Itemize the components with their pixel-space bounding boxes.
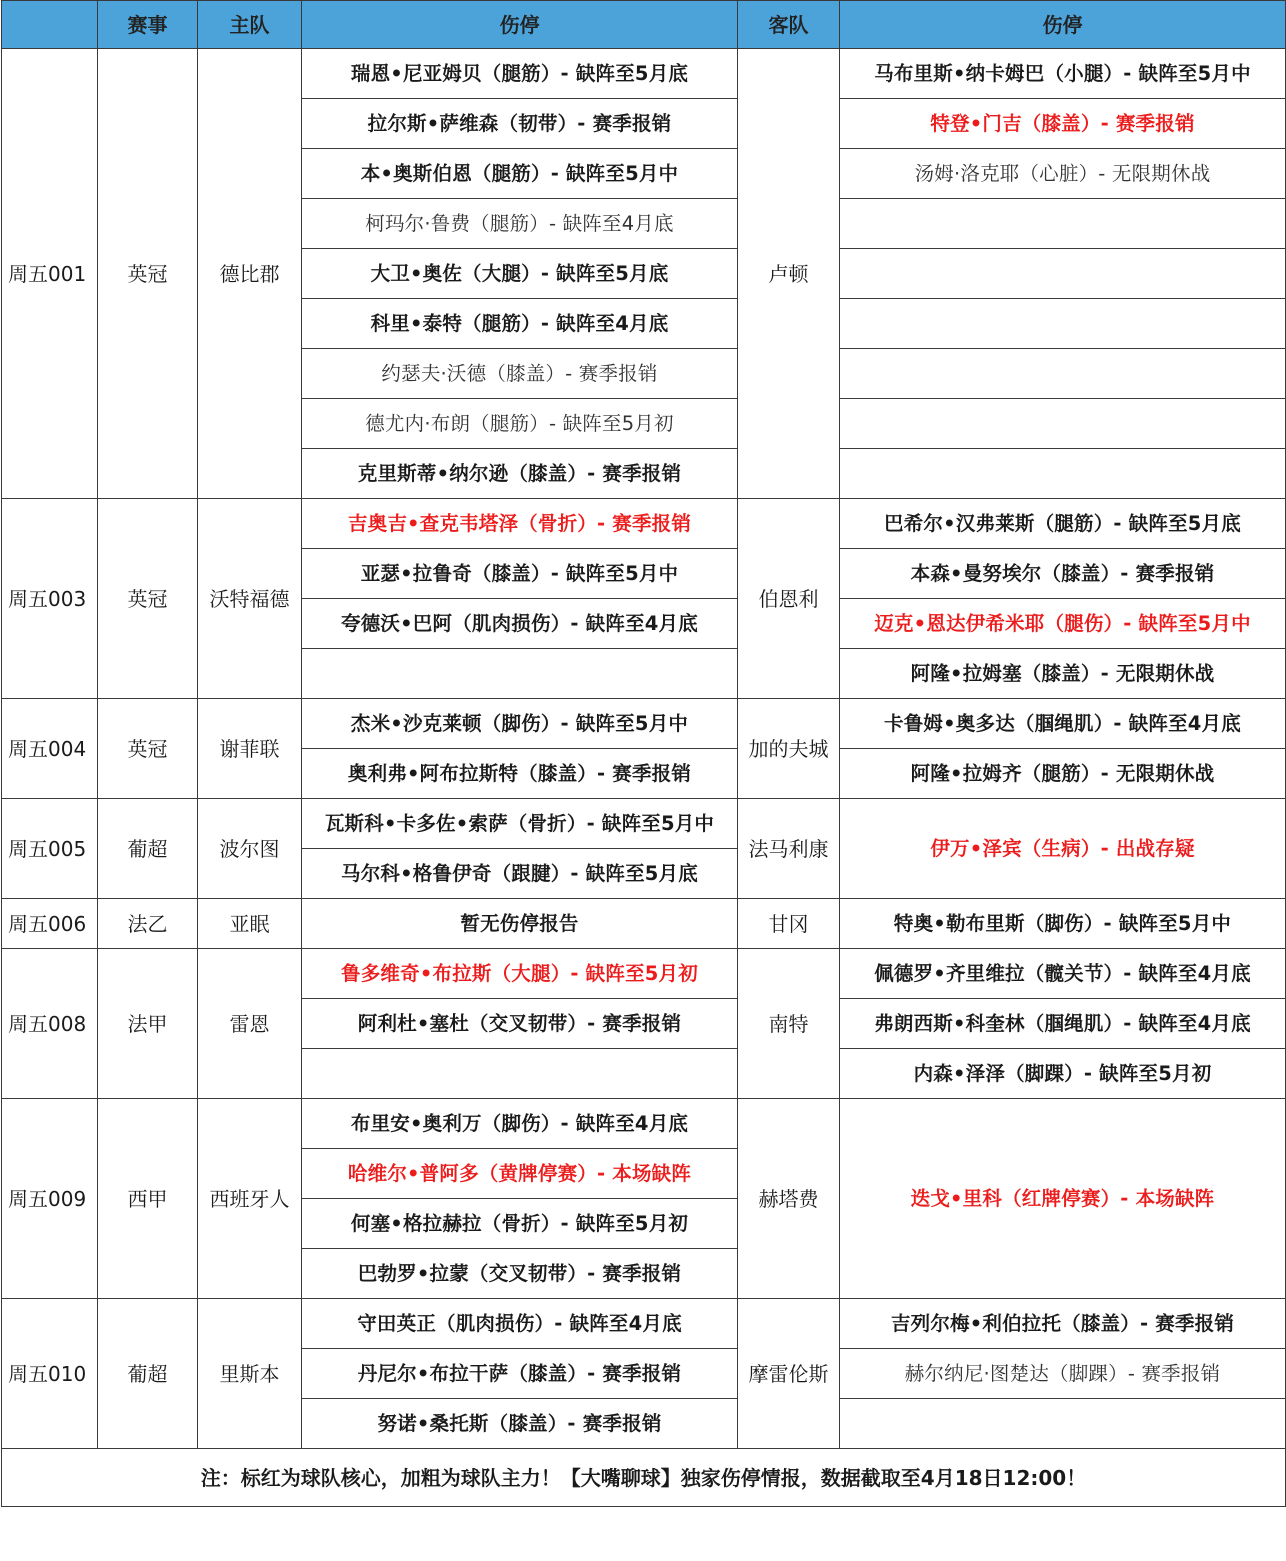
table-row — [2, 699, 1286, 749]
match-id-cell: 周五001 — [2, 49, 98, 499]
home-injury-cell: 努诺•桑托斯（膝盖）- 赛季报销 — [302, 1399, 738, 1449]
table-body — [2, 49, 1286, 1449]
league-cell: 英冠 — [98, 49, 198, 499]
away-injury-cell — [840, 449, 1286, 499]
match-id-cell: 周五009 — [2, 1099, 98, 1299]
away-injury-cell: 迈克•恩达伊希米耶（腿伤）- 缺阵至5月中 — [840, 599, 1286, 649]
away-injury-cell: 特登•门吉（膝盖）- 赛季报销 — [840, 99, 1286, 149]
away-injury-cell — [840, 299, 1286, 349]
footer-note: 注：标红为球队核心，加粗为球队主力！【大嘴聊球】独家伤停情报，数据截取至4月18日12:00！ — [2, 1449, 1286, 1507]
home-injury-cell: 约瑟夫·沃德（膝盖）- 赛季报销 — [302, 349, 738, 399]
home-injury-cell — [302, 1049, 738, 1099]
away-injury-cell: 弗朗西斯•科奎林（腘绳肌）- 缺阵至4月底 — [840, 999, 1286, 1049]
league-cell: 英冠 — [98, 499, 198, 699]
away-injury-cell: 特奥•勒布里斯（脚伤）- 缺阵至5月中 — [840, 899, 1286, 949]
match-id-cell: 周五003 — [2, 499, 98, 699]
home-injury-cell: 巴勃罗•拉蒙（交叉韧带）- 赛季报销 — [302, 1249, 738, 1299]
home-injury-cell: 亚瑟•拉鲁奇（膝盖）- 缺阵至5月中 — [302, 549, 738, 599]
league-cell: 法乙 — [98, 899, 198, 949]
away-team-cell: 甘冈 — [738, 899, 840, 949]
away-team-cell: 摩雷伦斯 — [738, 1299, 840, 1449]
home-injury-cell: 瓦斯科•卡多佐•索萨（骨折）- 缺阵至5月中 — [302, 799, 738, 849]
home-injury-cell: 布里安•奥利万（脚伤）- 缺阵至4月底 — [302, 1099, 738, 1149]
away-injury-cell: 阿隆•拉姆齐（腿筋）- 无限期休战 — [840, 749, 1286, 799]
away-injury-cell — [840, 199, 1286, 249]
table-row — [2, 949, 1286, 999]
away-injury-cell: 卡鲁姆•奥多达（腘绳肌）- 缺阵至4月底 — [840, 699, 1286, 749]
match-id-cell: 周五005 — [2, 799, 98, 899]
home-team-cell: 西班牙人 — [198, 1099, 302, 1299]
away-injury-cell: 马布里斯•纳卡姆巴（小腿）- 缺阵至5月中 — [840, 49, 1286, 99]
away-team-cell: 赫塔费 — [738, 1099, 840, 1299]
away-team-cell: 加的夫城 — [738, 699, 840, 799]
home-injury-cell: 马尔科•格鲁伊奇（跟腱）- 缺阵至5月底 — [302, 849, 738, 899]
header-row — [2, 1, 1286, 49]
league-cell: 葡超 — [98, 1299, 198, 1449]
home-injury-cell: 瑞恩•尼亚姆贝（腿筋）- 缺阵至5月底 — [302, 49, 738, 99]
away-injury-cell: 佩德罗•齐里维拉（髋关节）- 缺阵至4月底 — [840, 949, 1286, 999]
away-injury-cell — [840, 1399, 1286, 1449]
home-injury-cell: 吉奥吉•查克韦塔泽（骨折）- 赛季报销 — [302, 499, 738, 549]
home-injury-cell: 鲁多维奇•布拉斯（大腿）- 缺阵至5月初 — [302, 949, 738, 999]
table-row — [2, 1299, 1286, 1349]
league-cell: 西甲 — [98, 1099, 198, 1299]
away-injury-cell: 内森•泽泽（脚踝）- 缺阵至5月初 — [840, 1049, 1286, 1099]
away-injury-cell: 巴希尔•汉弗莱斯（腿筋）- 缺阵至5月底 — [840, 499, 1286, 549]
home-injury-cell: 何塞•格拉赫拉（骨折）- 缺阵至5月初 — [302, 1199, 738, 1249]
home-injury-cell: 本•奥斯伯恩（腿筋）- 缺阵至5月中 — [302, 149, 738, 199]
match-id-cell: 周五008 — [2, 949, 98, 1099]
home-team-cell: 雷恩 — [198, 949, 302, 1099]
away-injury-cell: 阿隆•拉姆塞（膝盖）- 无限期休战 — [840, 649, 1286, 699]
header-league: 赛事 — [98, 1, 198, 49]
home-team-cell: 波尔图 — [198, 799, 302, 899]
away-injury-cell: 赫尔纳尼·图楚达（脚踝）- 赛季报销 — [840, 1349, 1286, 1399]
header-home-injuries: 伤停 — [302, 1, 738, 49]
home-injury-cell: 奥利弗•阿布拉斯特（膝盖）- 赛季报销 — [302, 749, 738, 799]
header-away-injuries: 伤停 — [840, 1, 1286, 49]
away-team-cell: 法马利康 — [738, 799, 840, 899]
home-injury-cell: 夸德沃•巴阿（肌肉损伤）- 缺阵至4月底 — [302, 599, 738, 649]
header-match-id — [2, 1, 98, 49]
home-injury-cell: 哈维尔•普阿多（黄牌停赛）- 本场缺阵 — [302, 1149, 738, 1199]
table-row — [2, 899, 1286, 949]
header-home-team: 主队 — [198, 1, 302, 49]
home-injury-cell: 柯玛尔·鲁费（腿筋）- 缺阵至4月底 — [302, 199, 738, 249]
home-team-cell: 沃特福德 — [198, 499, 302, 699]
home-injury-cell: 丹尼尔•布拉干萨（膝盖）- 赛季报销 — [302, 1349, 738, 1399]
injury-table — [1, 0, 1286, 1507]
away-injury-cell: 本森•曼努埃尔（膝盖）- 赛季报销 — [840, 549, 1286, 599]
table-row — [2, 799, 1286, 849]
match-id-cell: 周五004 — [2, 699, 98, 799]
home-injury-cell: 阿利杜•塞杜（交叉韧带）- 赛季报销 — [302, 999, 738, 1049]
home-injury-cell: 拉尔斯•萨维森（韧带）- 赛季报销 — [302, 99, 738, 149]
table-row — [2, 499, 1286, 549]
home-team-cell: 谢菲联 — [198, 699, 302, 799]
header-away-team: 客队 — [738, 1, 840, 49]
match-id-cell: 周五006 — [2, 899, 98, 949]
away-injury-cell: 伊万•泽宾（生病）- 出战存疑 — [840, 799, 1286, 899]
league-cell: 葡超 — [98, 799, 198, 899]
home-injury-cell: 守田英正（肌肉损伤）- 缺阵至4月底 — [302, 1299, 738, 1349]
away-injury-cell — [840, 349, 1286, 399]
table-row — [2, 1099, 1286, 1149]
away-team-cell: 卢顿 — [738, 49, 840, 499]
away-team-cell: 伯恩利 — [738, 499, 840, 699]
home-team-cell: 德比郡 — [198, 49, 302, 499]
home-injury-cell: 克里斯蒂•纳尔逊（膝盖）- 赛季报销 — [302, 449, 738, 499]
away-team-cell: 南特 — [738, 949, 840, 1099]
footer-row — [2, 1449, 1286, 1507]
away-injury-cell: 汤姆·洛克耶（心脏）- 无限期休战 — [840, 149, 1286, 199]
away-injury-cell — [840, 249, 1286, 299]
match-id-cell: 周五010 — [2, 1299, 98, 1449]
home-team-cell: 里斯本 — [198, 1299, 302, 1449]
home-injury-cell: 德尤内·布朗（腿筋）- 缺阵至5月初 — [302, 399, 738, 449]
away-injury-cell: 吉列尔梅•利伯拉托（膝盖）- 赛季报销 — [840, 1299, 1286, 1349]
away-injury-cell — [840, 399, 1286, 449]
home-injury-cell: 科里•泰特（腿筋）- 缺阵至4月底 — [302, 299, 738, 349]
home-injury-cell: 杰米•沙克莱顿（脚伤）- 缺阵至5月中 — [302, 699, 738, 749]
home-injury-cell: 暂无伤停报告 — [302, 899, 738, 949]
league-cell: 法甲 — [98, 949, 198, 1099]
table-row — [2, 49, 1286, 99]
league-cell: 英冠 — [98, 699, 198, 799]
away-injury-cell: 迭戈•里科（红牌停赛）- 本场缺阵 — [840, 1099, 1286, 1299]
home-injury-cell — [302, 649, 738, 699]
home-injury-cell: 大卫•奥佐（大腿）- 缺阵至5月底 — [302, 249, 738, 299]
home-team-cell: 亚眠 — [198, 899, 302, 949]
